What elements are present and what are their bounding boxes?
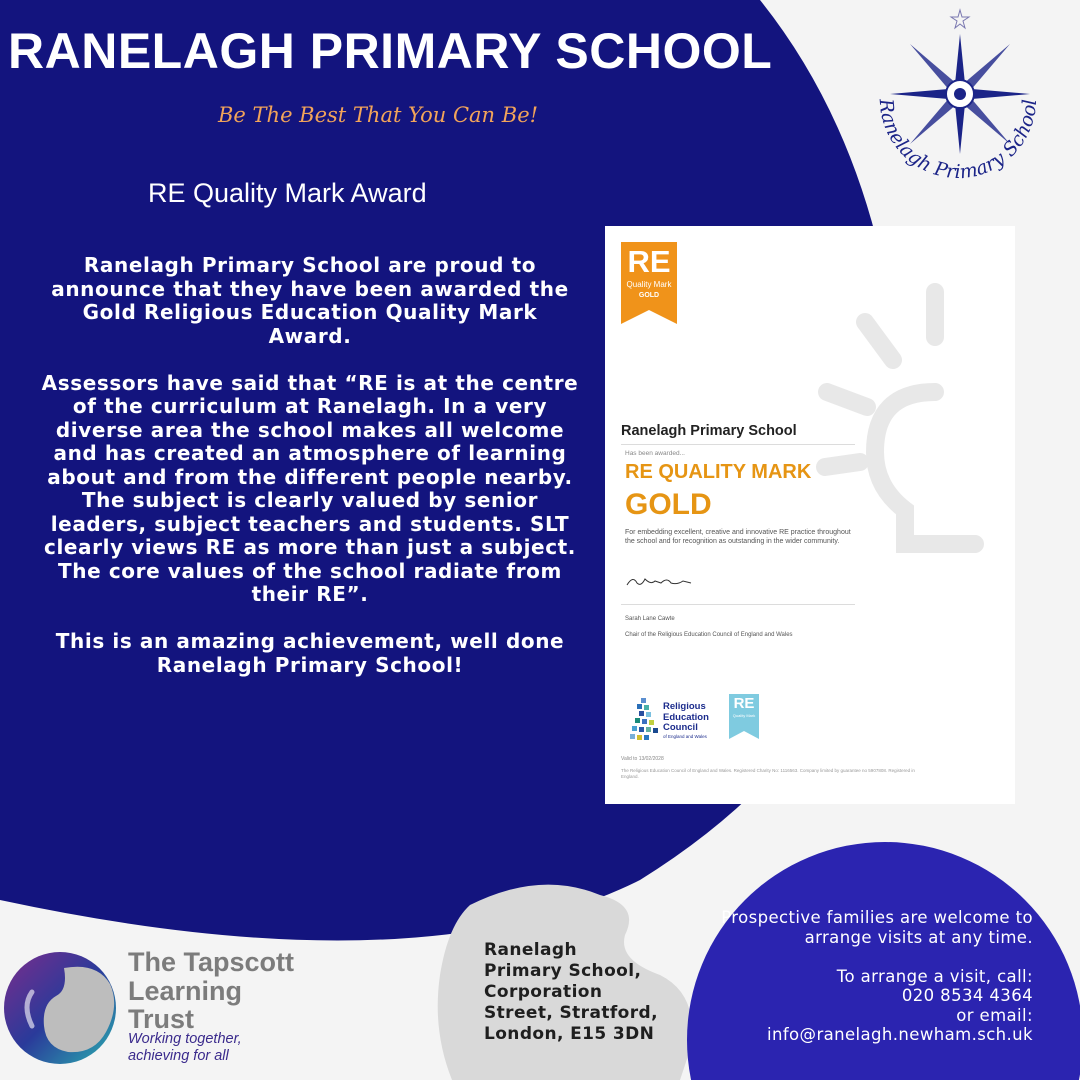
certificate-valid-date: Valid to 13/02/2028 xyxy=(621,756,664,762)
congratulations-paragraph: This is an amazing achievement, well done Ranelagh Primary School! xyxy=(55,629,565,677)
trust-name xyxy=(128,948,294,1034)
school-address xyxy=(484,940,658,1045)
phone-number: 020 8534 4364 xyxy=(901,986,1033,1005)
certificate-awarded-text: Has been awarded... xyxy=(625,450,685,457)
address-line: London, E15 3DN xyxy=(484,1024,655,1044)
school-name-title: RANELAGH PRIMARY SCHOOL xyxy=(8,23,773,79)
visit-invitation: Prospective families are welcome to arrange visits at any time. xyxy=(721,908,1033,947)
re-council-subtitle: of England and Wales xyxy=(663,734,707,739)
award-heading: RE Quality Mark Award xyxy=(148,178,427,208)
tapscott-trust-logo-icon xyxy=(2,946,122,1070)
badge-title: RE xyxy=(627,244,671,279)
trust-name-line: Learning xyxy=(128,975,243,1006)
trust-name-line: Trust xyxy=(128,1004,195,1034)
address-line: Primary School, xyxy=(484,961,642,981)
badge-level: GOLD xyxy=(638,292,660,299)
re-quality-mark-badge xyxy=(621,242,677,324)
call-prompt: To arrange a visit, call: xyxy=(836,966,1033,986)
school-motto: Be The Best That You Can Be! xyxy=(218,103,539,127)
logo-star-icon xyxy=(951,10,969,28)
address-line: Corporation xyxy=(484,982,603,1002)
assessor-quote-paragraph: Assessors have said that “RE is at the centre of the curriculum at Ranelagh. In a very diverse area the school makes all welcome and has created an atmosphere of learning about and from the different people nearby. The subject is clearly valued by senior leaders, subject teachers and students. SLT clearly views RE as more than just a subject. The core values of the school radiate from their RE”. xyxy=(41,370,579,606)
re-council-name: Religious Education Council xyxy=(663,701,709,733)
address-line: Street, Stratford, xyxy=(484,1003,658,1023)
certificate-description: For embedding excellent, creative and innovative RE practice throughout the school and for recognition as outstanding in the wider community. xyxy=(625,529,851,545)
certificate-school-name: Ranelagh Primary School xyxy=(621,423,797,439)
certificate-award-level: GOLD xyxy=(625,488,712,521)
certificate-footer: The Religious Education Council of England and Wales. Registered Charity No: 1116563. Company limited by guarantee no 5907808. Registered in England. xyxy=(621,768,915,779)
certificate-award-title: RE QUALITY MARK xyxy=(625,461,812,483)
mini-badge-subtitle: Quality Mark xyxy=(732,713,756,718)
certificate-divider xyxy=(621,444,855,445)
certificate-signer: Sarah Lane Cawte xyxy=(625,616,675,622)
badge-subtitle: Quality Mark xyxy=(626,280,672,289)
trust-tagline xyxy=(128,1031,242,1065)
certificate-signer-role: Chair of the Religious Education Council of England and Wales xyxy=(625,632,793,638)
school-compass-logo xyxy=(868,4,1048,204)
mini-badge-title: RE xyxy=(733,695,755,712)
trust-tagline-line: achieving for all xyxy=(128,1048,229,1064)
contact-info xyxy=(700,908,1033,1045)
school-logo-text: Ranelagh Primary School xyxy=(874,97,1042,184)
signature-graphic xyxy=(625,573,695,589)
lightbulb-icon xyxy=(805,282,1015,562)
signature-divider xyxy=(621,604,855,605)
email-prompt: or email: xyxy=(956,1005,1033,1025)
trust-tagline-line: Working together, xyxy=(128,1031,242,1047)
email-address: info@ranelagh.newham.sch.uk xyxy=(767,1025,1033,1044)
certificate-image xyxy=(605,226,1015,804)
trust-name-line: The Tapscott xyxy=(128,947,295,977)
award-announcement xyxy=(40,254,580,701)
address-line: Ranelagh xyxy=(484,940,577,960)
re-quality-mark-mini-badge xyxy=(729,694,759,739)
re-council-map-icon xyxy=(627,696,661,746)
announcement-paragraph: Ranelagh Primary School are proud to announce that they have been awarded the Gold Religious Education Quality Mark Award. xyxy=(51,253,569,348)
